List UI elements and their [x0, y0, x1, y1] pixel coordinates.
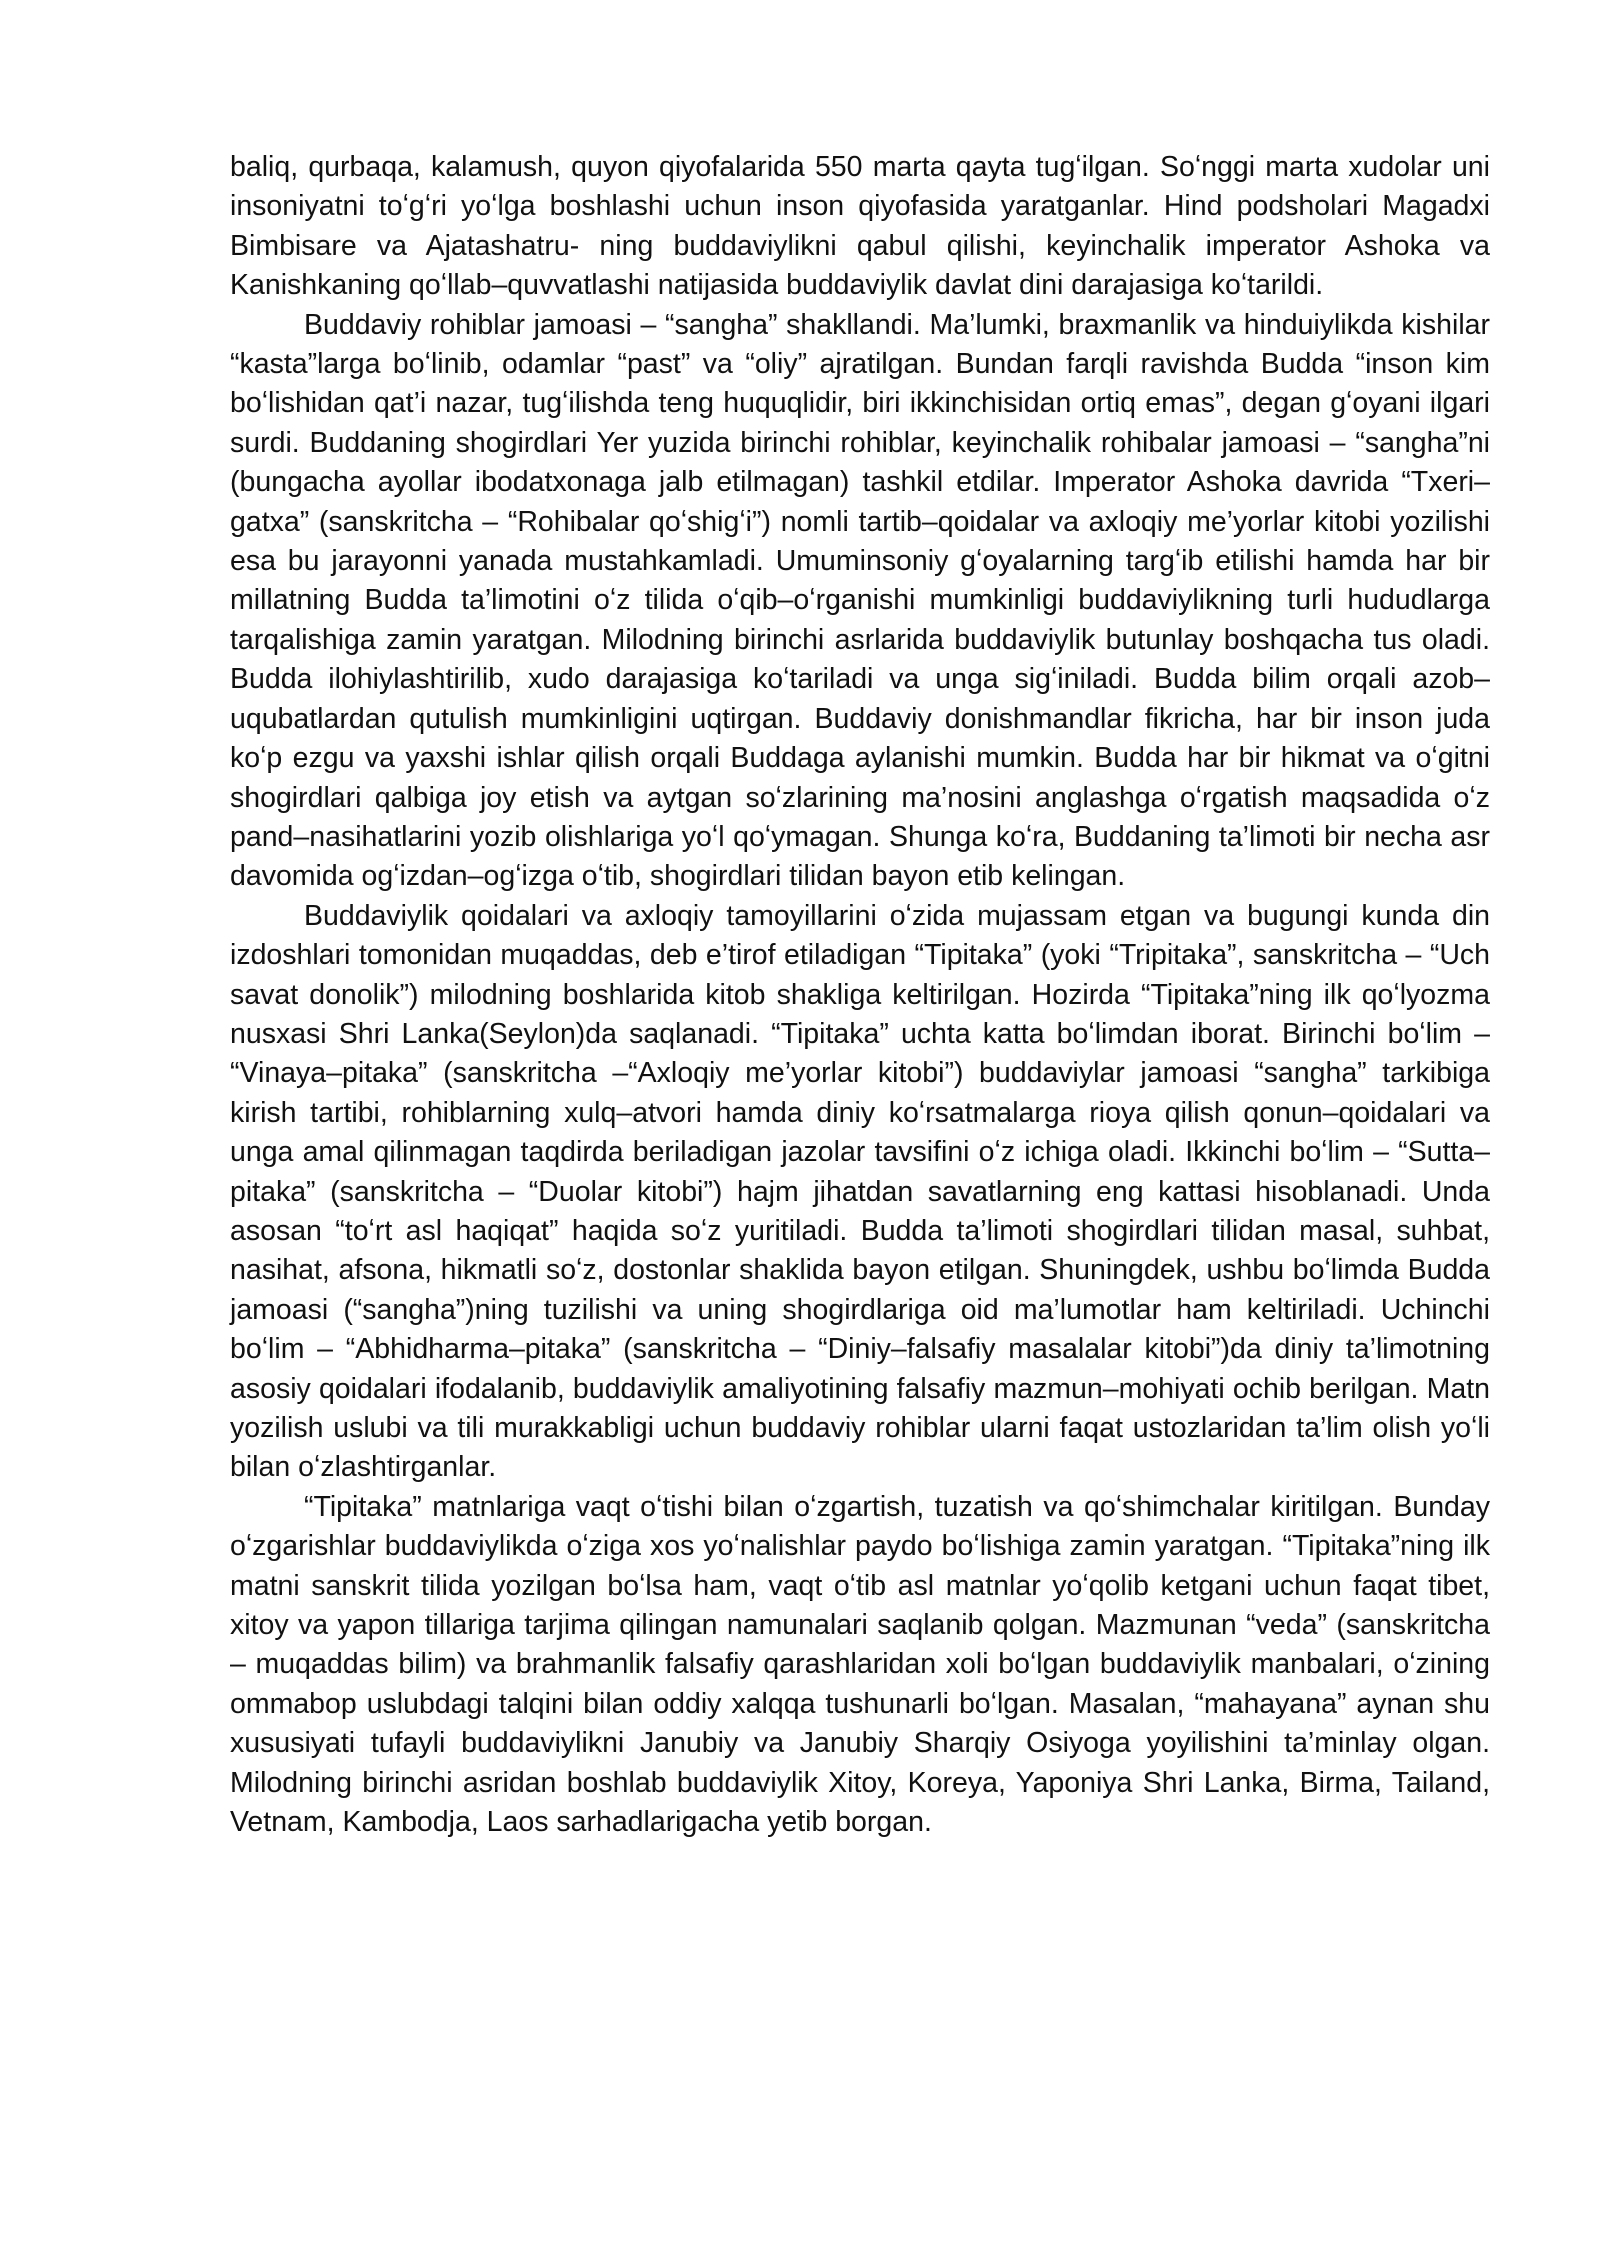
- paragraph-1: baliq, qurbaqa, kalamush, quyon qiyofalarida 550 marta qayta tugʻilgan. Soʻnggi marta xudolar uni insoniyatni toʻgʻri yoʻlga boshlashi uchun inson qiyofasida yaratganlar. Hind podsholari Magadxi Bimbisare va Ajatashatru- ning buddaviylikni qabul qilishi, keyinchalik imperator Ashoka va Kanishkaning qoʻllab–quvvatlashi natijasida buddaviylik davlat dini darajasiga koʻtarildi.: [230, 151, 1490, 302]
- paragraph-2: Buddaviy rohiblar jamoasi – “sangha” shakllandi. Ma’lumki, braxmanlik va hinduiylikda kishilar “kasta”larga boʻlinib, odamlar “past” va “oliy” ajratilgan. Bundan farqli ravishda Budda “inson kim boʻlishidan qat’i nazar, tugʻilishda teng huquqlidir, biri ikkinchisidan ortiq emas”, degan gʻoyani ilgari surdi. Buddaning shogirdlari Yer yuzida birinchi rohiblar, keyinchalik rohibalar jamoasi – “sangha”ni (bungacha ayollar ibodatxonaga jalb etilmagan) tashkil etdilar. Imperator Ashoka davrida “Txeri–gatxa” (sanskritcha – “Rohibalar qoʻshigʻi”) nomli tartib–qoidalar va axloqiy me’yorlar kitobi yozilishi esa bu jarayonni yanada mustahkamladi. Umuminsoniy gʻoyalarning targʻib etilishi hamda har bir millatning Budda ta’limotini oʻz tilida oʻqib–oʻrganishi mumkinligi buddaviylikning turli hududlarga tarqalishiga zamin yaratgan. Milodning birinchi asrlarida buddaviylik butunlay boshqacha tus oladi. Budda ilohiylashtirilib, xudo darajasiga koʻtariladi va unga sigʻiniladi. Budda bilim orqali azob–uqubatlardan qutulish mumkinligini uqtirgan. Buddaviy donishmandlar fikricha, har bir inson juda koʻp ezgu va yaxshi ishlar qilish orqali Buddaga aylanishi mumkin. Budda har bir hikmat va oʻgitni shogirdlari qalbiga joy etish va aytgan soʻzlarining ma’nosini anglashga oʻrgatish maqsadida oʻz pand–nasihatlarini yozib olishlariga yoʻl qoʻymagan. Shunga koʻra, Buddaning ta’limoti bir necha asr davomida ogʻizdan–ogʻizga oʻtib, shogirdlari tilidan bayon etib kelingan.: [230, 308, 1490, 893]
- paragraph-3: Buddaviylik qoidalari va axloqiy tamoyillarini oʻzida mujassam etgan va bugungi kunda din izdoshlari tomonidan muqaddas, deb e’tirof etiladigan “Tipitaka” (yoki “Tripitaka”, sanskritcha – “Uch savat donolik”) milodning boshlarida kitob shakliga keltirilgan. Hozirda “Tipitaka”ning ilk qoʻlyozma nusxasi Shri Lanka(Seylon)da saqlanadi. “Tipitaka” uchta katta boʻlimdan iborat. Birinchi boʻlim – “Vinaya–pitaka” (sanskritcha –“Axloqiy me’yorlar kitobi”) buddaviylar jamoasi “sangha” tarkibiga kirish tartibi, rohiblarning xulq–atvori hamda diniy koʻrsatmalarga rioya qilish qonun–qoidalari va unga amal qilinmagan taqdirda beriladigan jazolar tavsifini oʻz ichiga oladi. Ikkinchi boʻlim – “Sutta–pitaka” (sanskritcha – “Duolar kitobi”) hajm jihatdan savatlarning eng kattasi hisoblanadi. Unda asosan “toʻrt asl haqiqat” haqida soʻz yuritiladi. Budda ta’limoti shogirdlari tilidan masal, suhbat, nasihat, afsona, hikmatli soʻz, dostonlar shaklida bayon etilgan. Shuningdek, ushbu boʻlimda Budda jamoasi (“sangha”)ning tuzilishi va uning shogirdlariga oid ma’lumotlar ham keltiriladi. Uchinchi boʻlim – “Abhidharma–pitaka” (sanskritcha – “Diniy–falsafiy masalalar kitobi”)da diniy ta’limotning asosiy qoidalari ifodalanib, buddaviylik amaliyotining falsafiy mazmun–mohiyati ochib berilgan. Matn yozilish uslubi va tili murakkabligi uchun buddaviy rohiblar ularni faqat ustozlaridan ta’lim olish yoʻli bilan oʻzlashtirganlar.: [230, 899, 1490, 1484]
- paragraph-4: “Tipitaka” matnlariga vaqt oʻtishi bilan oʻzgartish, tuzatish va qoʻshimchalar kiritilgan. Bunday oʻzgarishlar buddaviylikda oʻziga xos yoʻnalishlar paydo boʻlishiga zamin yaratgan. “Tipitaka”ning ilk matni sanskrit tilida yozilgan boʻlsa ham, vaqt oʻtib asl matnlar yoʻqolib ketgani uchun faqat tibet, xitoy va yapon tillariga tarjima qilingan namunalari saqlanib qolgan. Mazmunan “veda” (sanskritcha – muqaddas bilim) va brahmanlik falsafiy qarashlaridan xoli boʻlgan buddaviylik manbalari, oʻzining ommabop uslubdagi talqini bilan oddiy xalqqa tushunarli boʻlgan. Masalan, “mahayana” aynan shu xususiyati tufayli buddaviylikni Janubiy va Janubiy Sharqiy Osiyoga yoyilishini ta’minlay olgan. Milodning birinchi asridan boshlab buddaviylik Xitoy, Koreya, Yaponiya Shri Lanka, Birma, Tailand, Vetnam, Kambodja, Laos sarhadlarigacha yetib borgan.: [230, 1490, 1490, 1839]
- document-page: [230, 148, 1490, 1842]
